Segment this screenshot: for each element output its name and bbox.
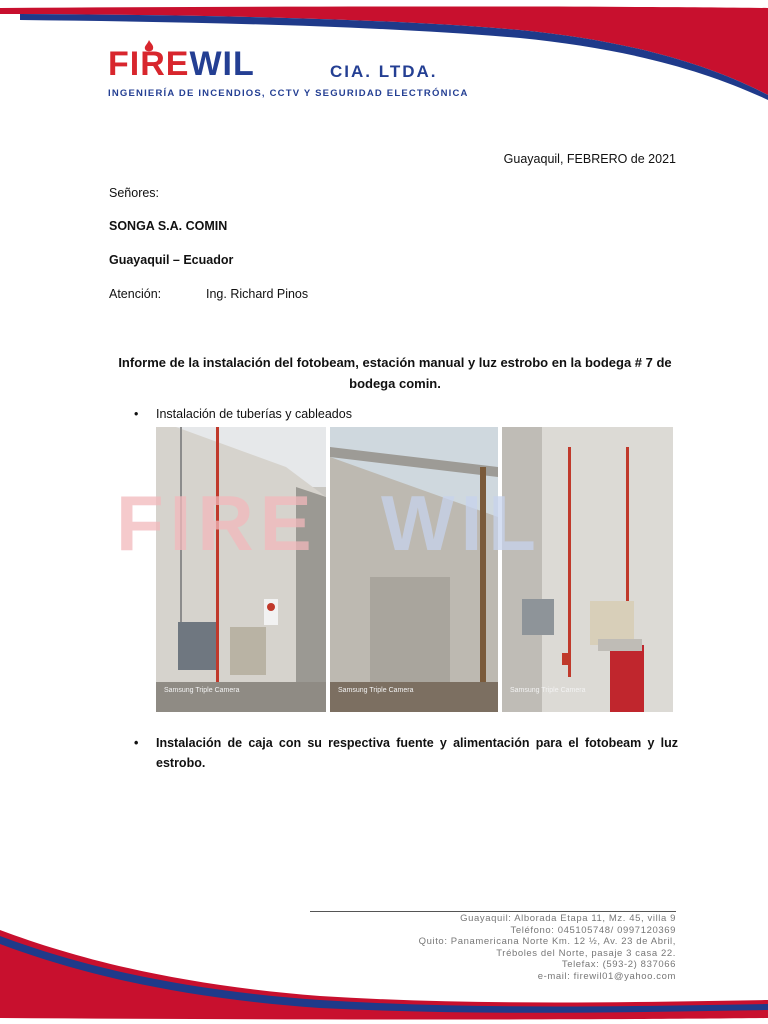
bullet-icon: •	[134, 407, 139, 421]
logo-fire-text: FIRE	[108, 45, 190, 83]
footer-divider	[310, 911, 676, 912]
footer-line-quito-2: Tréboles del Norte, pasaje 3 casa 22.	[496, 947, 676, 959]
attention-label: Atención:	[109, 287, 162, 301]
logo-wordmark	[108, 44, 255, 84]
logo-company-suffix: CIA. LTDA.	[330, 62, 438, 81]
footer-line-phone: Teléfono: 045105748/ 0997120369	[510, 924, 676, 936]
footer-line-telefax: Telefax: (593-2) 837066	[561, 959, 676, 970]
svg-text:FIRE: FIRE	[116, 479, 318, 567]
footer-line-email: e-mail: firewil01@yahoo.com	[537, 970, 676, 982]
recipient-city: Guayaquil – Ecuador	[109, 253, 234, 267]
photo-wall-panels	[156, 427, 326, 712]
photo-caption: Samsung Triple Camera	[338, 687, 414, 694]
photo-caption: Samsung Triple Camera	[510, 687, 586, 694]
footer-line-quito: Quito: Panamericana Norte Km. 12 ½, Av. 23 de Abril,	[418, 936, 676, 947]
photo-caption: Samsung Triple Camera	[164, 687, 240, 694]
attention-name: Ing. Richard Pinos	[206, 287, 309, 301]
date-line: Guayaquil, FEBRERO de 2021	[503, 152, 676, 166]
footer-line-address: Guayaquil: Alborada Etapa 11, Mz. 45, villa 9	[460, 913, 676, 924]
recipient-company: SONGA S.A. COMIN	[109, 219, 228, 233]
footer-swoosh	[0, 930, 768, 1024]
bullet-text: Instalación de caja con su respectiva fuente y alimentación para el fotobeam y luz estrobo.	[156, 736, 678, 770]
bullet-icon: •	[134, 736, 139, 750]
report-title: Informe de la instalación del fotobeam, estación manual y luz estrobo en la bodega # 7 de bodega comin.	[118, 355, 672, 391]
photo-alarm-station	[502, 427, 673, 712]
svg-text:WIL: WIL	[381, 479, 542, 567]
photo-warehouse	[330, 427, 498, 712]
bullet-item-pipes	[134, 407, 352, 421]
bullet-item-power-box	[134, 733, 678, 773]
salutation: Señores:	[109, 186, 160, 200]
bullet-text: Instalación de tuberías y cableados	[156, 407, 352, 421]
logo-tagline: INGENIERÍA DE INCENDIOS, CCTV Y SEGURIDAD ELECTRÓNICA	[108, 88, 469, 99]
company-logo	[108, 44, 469, 104]
logo-wil-text: WIL	[189, 45, 255, 83]
photo-strip	[156, 427, 673, 712]
